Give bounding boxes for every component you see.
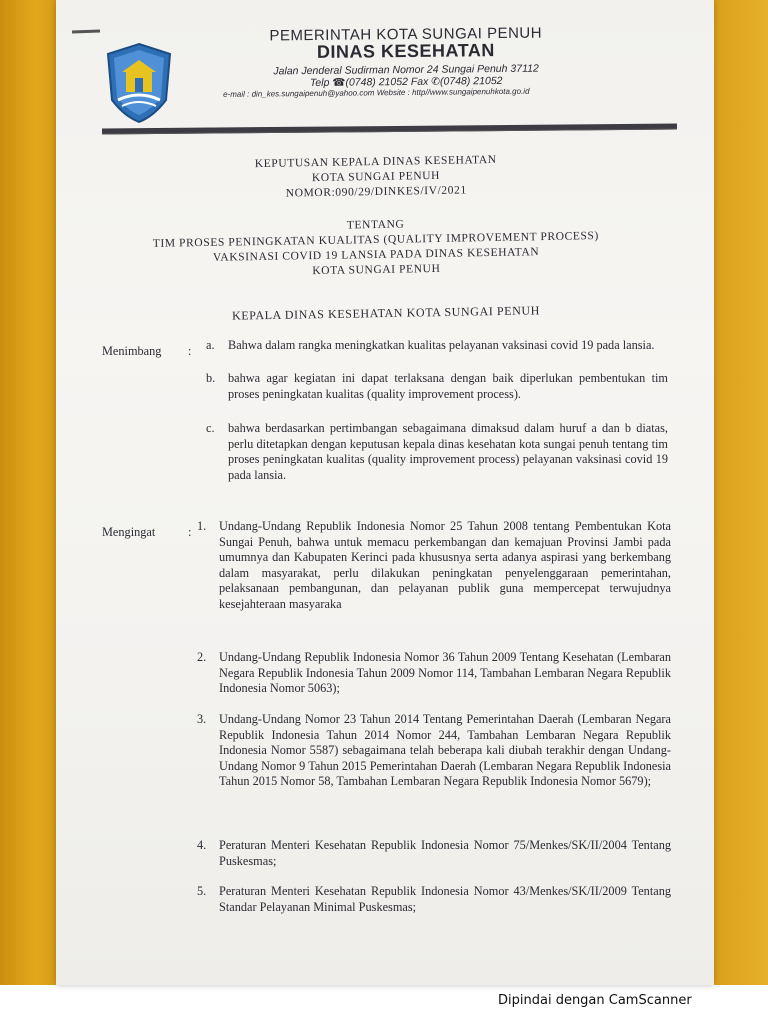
list-item xyxy=(206,371,668,402)
agency-name: DINAS KESEHATAN xyxy=(316,40,495,62)
item-text: Bahwa dalam rangka meningkatkan kualitas pelayanan vaksinasi covid 19 pada lansia. xyxy=(228,338,655,352)
agency-phone: Telp ☎(0748) 21052 Fax ✆(0748) 21052 xyxy=(309,74,503,90)
subject-line: TENTANG xyxy=(346,218,405,232)
list-item xyxy=(197,650,671,697)
list-item xyxy=(206,338,668,354)
list-item xyxy=(197,519,671,612)
background-right xyxy=(712,0,768,985)
background-left xyxy=(0,0,58,985)
decree-title xyxy=(116,150,637,204)
item-marker: 3. xyxy=(197,712,207,726)
item-text: bahwa agar kegiatan ini dapat terlaksana dengan baik diperlukan pembentukan tim proses peningkatan kualitas (quality improvement process). xyxy=(228,371,668,401)
list-item xyxy=(197,884,671,915)
mengingat-label: Mengingat xyxy=(102,525,156,539)
item-marker: 2. xyxy=(197,650,207,664)
menimbang-label: Menimbang xyxy=(102,344,162,358)
list-item xyxy=(197,712,671,790)
item-marker: b. xyxy=(206,371,216,385)
subject-line: TIM PROSES PENINGKATAN KUALITAS (QUALITY IMPROVEMENT PROCESS) xyxy=(152,230,600,250)
item-marker: 1. xyxy=(197,519,207,533)
decree-subject xyxy=(116,213,637,282)
list-item xyxy=(197,838,671,869)
item-text: bahwa berdasarkan pertimbangan sebagaimana dimaksud dalam huruf a dan b diatas, perlu ditetapkan dengan keputusan kepala dinas kesehatan kota sungai penuh tentang tim proses peningkatan kualitas (quality improvement process) pelayanan vaksinasi covid 19 pada lansia. xyxy=(228,421,668,482)
mengingat-colon: : xyxy=(188,525,192,539)
subject-line: VAKSINASI COVID 19 LANSIA PADA DINAS KESEHATAN xyxy=(212,246,540,264)
item-text: Peraturan Menteri Kesehatan Republik Indonesia Nomor 43/Menkes/SK/II/2009 Tentang Standar Pelayanan Minimal Puskesmas; xyxy=(219,884,671,914)
agency-contact: e-mail : din_kes.sungaipenuh@yahoo.com Website : http//www.sungaipenuhkota.go.id xyxy=(223,86,530,99)
item-marker: 5. xyxy=(197,884,207,898)
agency-address: Jalan Jenderal Sudirman Nomor 24 Sungai Penuh 37112 xyxy=(273,62,539,78)
item-text: Peraturan Menteri Kesehatan Republik Indonesia Nomor 75/Menkes/SK/II/2004 Tentang Puskesmas; xyxy=(219,838,671,868)
city-emblem-icon xyxy=(104,42,174,124)
item-text: Undang-Undang Republik Indonesia Nomor 36 Tahun 2009 Tentang Kesehatan (Lembaran Negara Republik Indonesia Tahun 2009 Nomor 114, Tambahan Lembaran Negara Republik Indonesia Nomor 5063); xyxy=(219,650,671,695)
item-marker: c. xyxy=(206,421,215,435)
subject-line: KOTA SUNGAI PENUH xyxy=(312,262,441,278)
letterhead xyxy=(196,24,617,99)
menimbang-colon: : xyxy=(188,344,192,358)
item-marker: a. xyxy=(206,338,215,352)
pen-mark xyxy=(72,30,100,34)
document-page xyxy=(56,0,714,985)
decree-title-line: KOTA SUNGAI PENUH xyxy=(311,169,441,185)
issuer-heading: KEPALA DINAS KESEHATAN KOTA SUNGAI PENUH xyxy=(231,303,541,323)
scanner-watermark: Dipindai dengan CamScanner xyxy=(498,993,692,1008)
item-text: Undang-Undang Republik Indonesia Nomor 25 Tahun 2008 tentang Pembentukan Kota Sungai Penuh, bahwa untuk memacu perkembangan dan kemajuan Provinsi Jambi pada umumnya dan Kabupaten Kerinci pada khususnya serta adanya aspirasi yang berkembang dalam masyarakat, perlu dilakukan peningkatan penyelenggaraan pemerintahan, pelaksanaan pembangunan, dan pelayanan publik guna mempercepat terwujudnya kesejahteraan masyaraka xyxy=(219,519,671,611)
list-item xyxy=(206,421,668,483)
item-marker: 4. xyxy=(197,838,207,852)
government-name: PEMERINTAH KOTA SUNGAI PENUH xyxy=(269,24,543,45)
item-text: Undang-Undang Nomor 23 Tahun 2014 Tentang Pemerintahan Daerah (Lembaran Negara Republik Indonesia Tahun 2014 Nomor 244, Tambahan Lembaran Negara Republik Indonesia Nomor 5587) sebagaimana telah beberapa kali diubah terakhir dengan Undang-Undang Nomor 9 Tahun 2015 Pemerintahan Daerah (Lembaran Negara Republik Indonesia Tahun 2015 Nomor 58, Tambahan Lembaran Negara Republik Indonesia Nomor 5679); xyxy=(219,712,671,788)
letterhead-divider xyxy=(102,123,677,134)
decree-title-line: KEPUTUSAN KEPALA DINAS KESEHATAN xyxy=(254,153,497,171)
decree-number: NOMOR:090/29/DINKES/IV/2021 xyxy=(285,184,467,200)
